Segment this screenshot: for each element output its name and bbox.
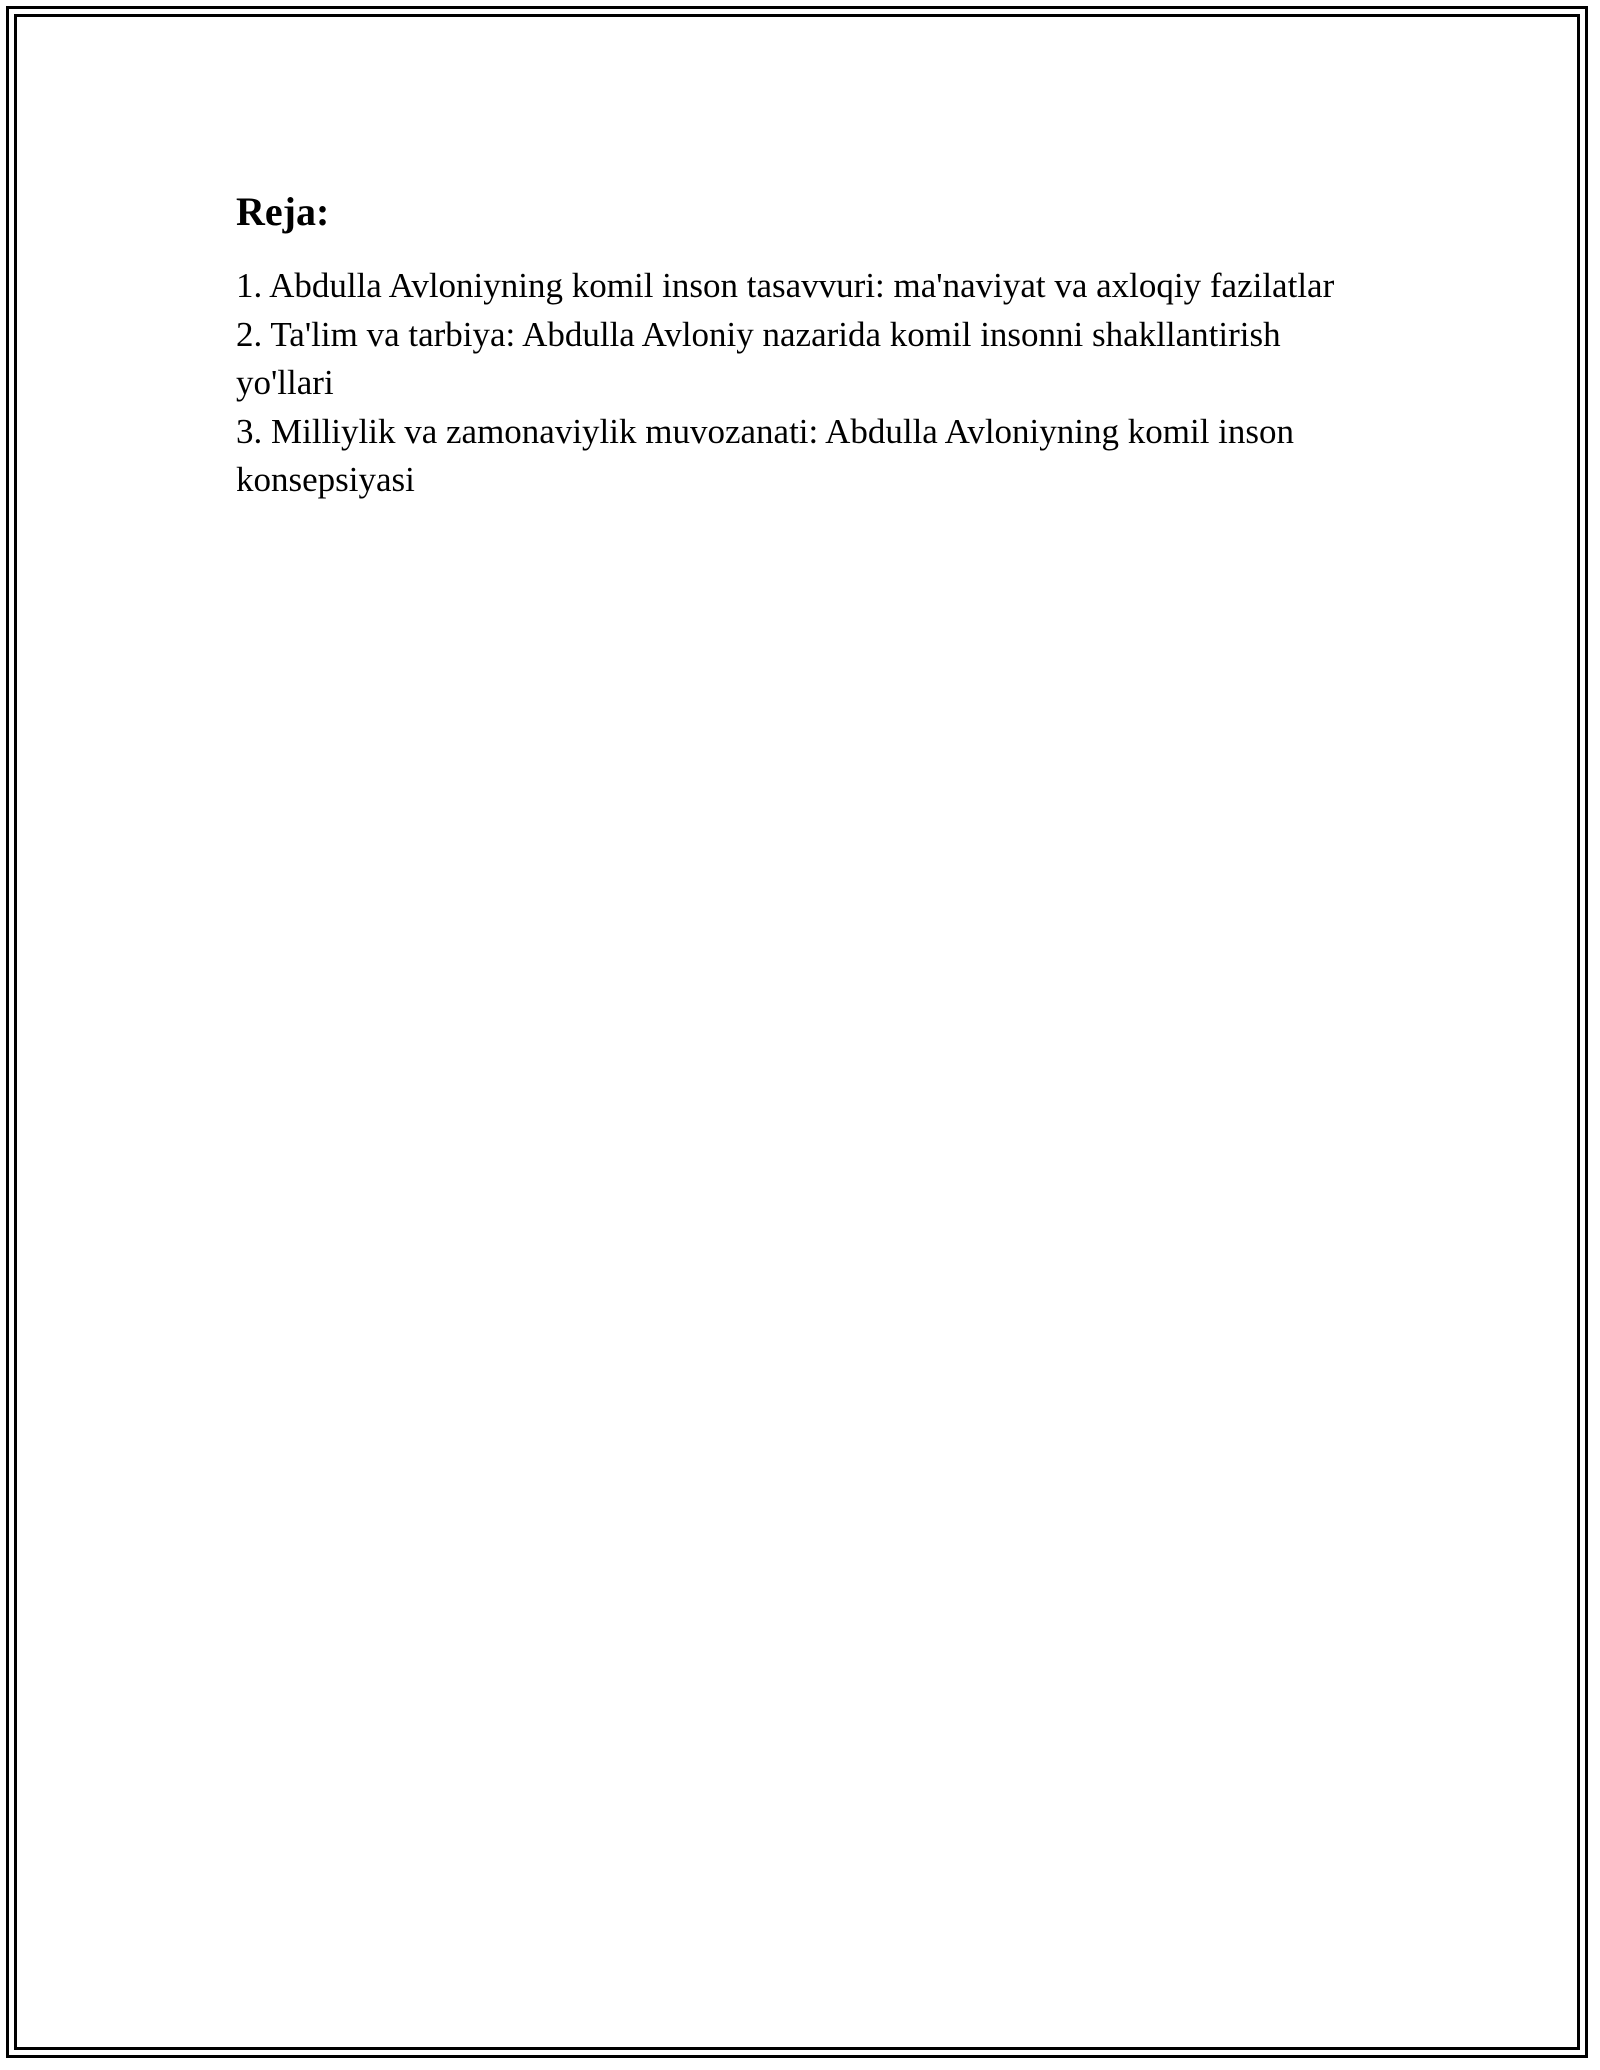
plan-list [236,262,1366,505]
plan-item-3: 3. Milliylik va zamonaviylik muvozanati: Abdulla Avloniyning komil inson konsepsiyasi [236,411,1295,499]
document-body [236,188,1366,505]
plan-heading: Reja: [236,189,330,234]
plan-item-2: 2. Ta'lim va tarbiya: Abdulla Avloniy nazarida komil insonni shakllantirish yo'llari [236,314,1281,402]
plan-item-1: 1. Abdulla Avloniyning komil inson tasavvuri: ma'naviyat va axloqiy fazilatlar [236,266,1335,305]
